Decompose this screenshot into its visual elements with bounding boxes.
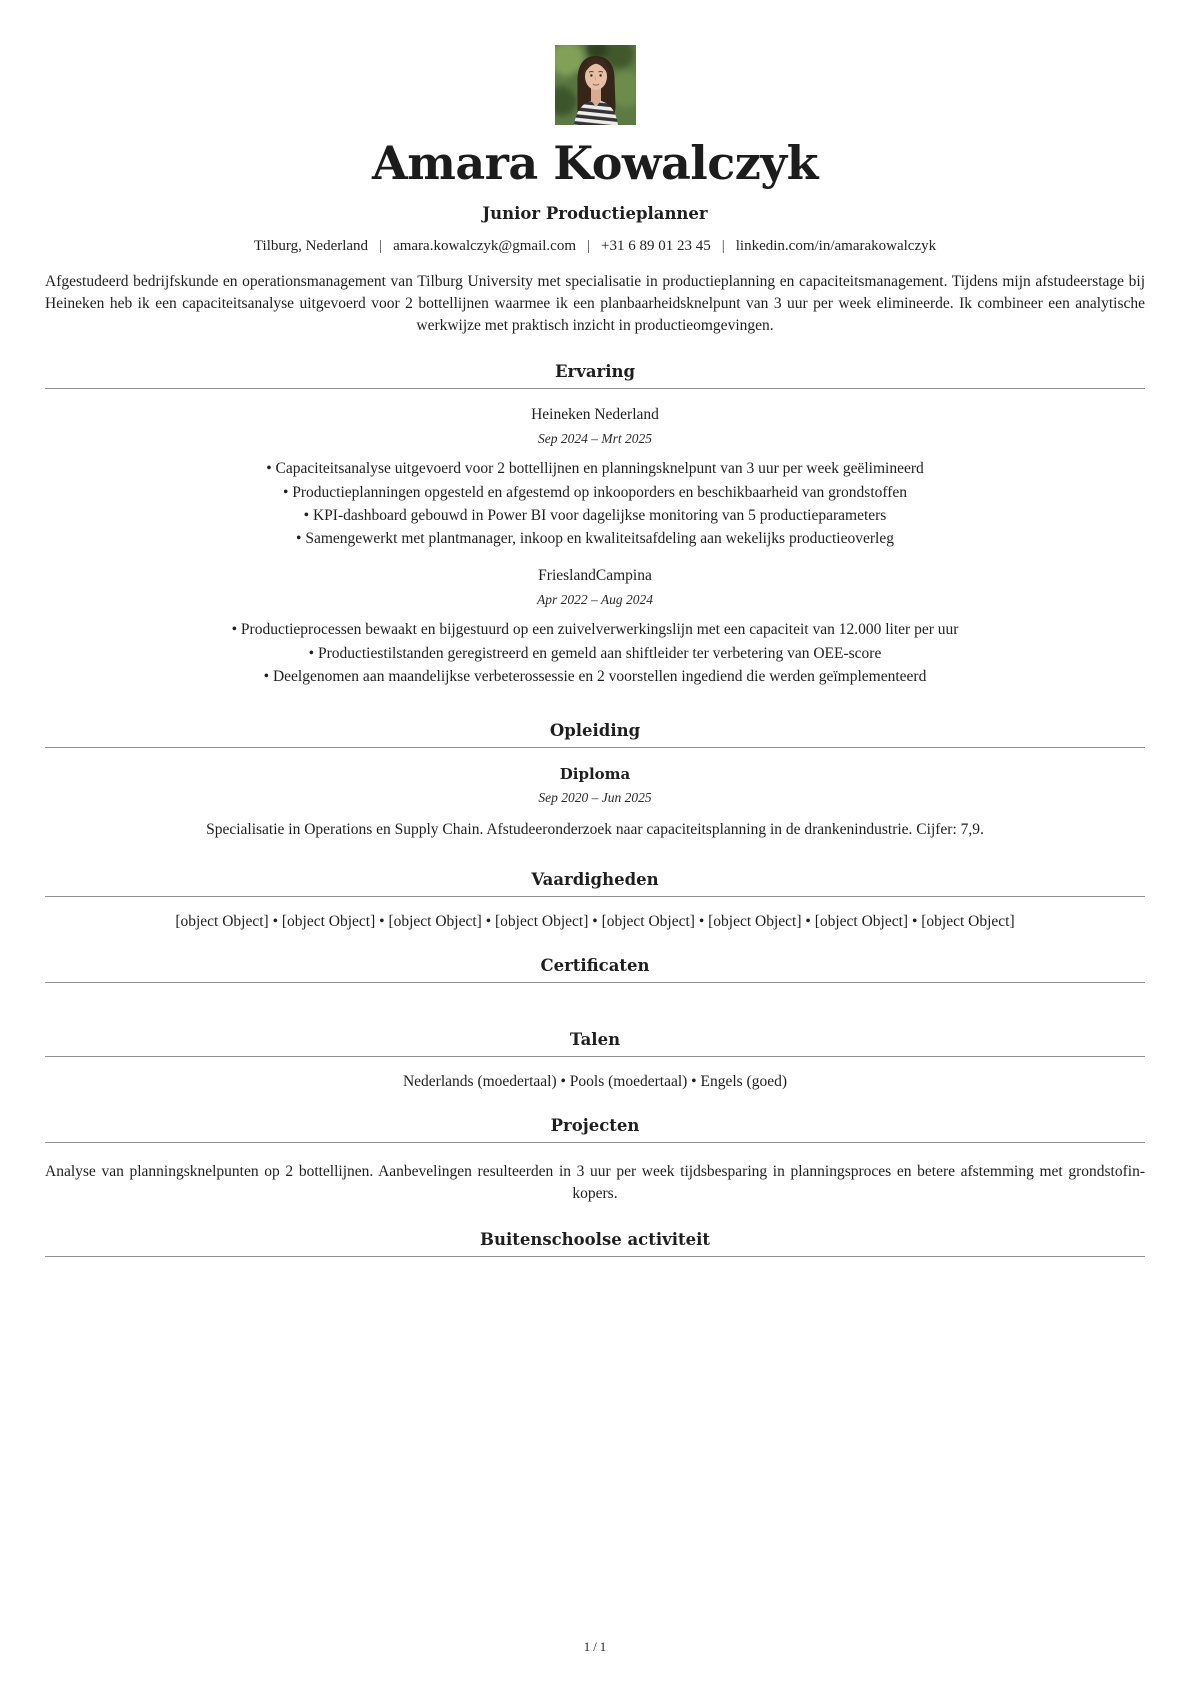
empty-section-gap bbox=[45, 983, 1145, 1005]
experience-entry-heineken bbox=[45, 406, 1145, 550]
section-ervaring bbox=[45, 362, 1145, 688]
section-divider bbox=[45, 1056, 1145, 1057]
project-description: Analyse van planningsknelpunten op 2 bottellijnen. Aanbevelingen resulteerden in 3 uur per week tijdsbesparing in planningsproces en betere afstemming met grondstofinkopers. bbox=[45, 1162, 1145, 1202]
job-title: Junior Productieplanner bbox=[482, 204, 708, 224]
experience-bullet: • Productiestilstanden geregistreerd en gemeld aan shiftleider ter verbetering van OEE-score bbox=[45, 642, 1145, 665]
section-divider bbox=[45, 1256, 1145, 1257]
experience-bullets bbox=[45, 457, 1145, 550]
section-divider bbox=[45, 1142, 1145, 1143]
employment-period: Apr 2022 – Aug 2024 bbox=[536, 592, 653, 608]
section-talen bbox=[45, 1030, 1145, 1091]
company-name: Heineken Nederland bbox=[531, 406, 659, 424]
company-name: FrieslandCampina bbox=[538, 567, 652, 585]
section-heading-buitenschools: Buitenschoolse activiteit bbox=[480, 1229, 710, 1249]
section-heading-ervaring: Ervaring bbox=[554, 362, 636, 382]
section-heading-talen: Talen bbox=[569, 1029, 621, 1049]
profile-photo bbox=[555, 45, 636, 125]
degree-title: Diploma bbox=[559, 765, 631, 784]
contact-phone: +31 6 89 01 23 45 bbox=[601, 238, 711, 255]
experience-entry-frieslandcampina bbox=[45, 567, 1145, 688]
experience-bullet: • Productieplanningen opgesteld en afgestemd op inkooporders en beschikbaarheid van grondstoffen bbox=[45, 481, 1145, 504]
contact-separator: | bbox=[721, 238, 725, 255]
section-heading-opleiding: Opleiding bbox=[549, 721, 641, 741]
contact-linkedin: linkedin.com/in/amarakowalczyk bbox=[735, 238, 937, 255]
summary-paragraph: Afgestudeerd bedrijfskunde en operationsmanagement van Tilburg University met specialisatie in productieplanning en capaciteitsmanagement. Tijdens mijn afstudeerstage bij Heineken heb ik een capaciteitsanalyse uitgevoerd voor 2 bottellijnen waarmee ik een planbaarheidsknelpunt van 3 uur per week elimineerde. Ik combineer een analytische werkwijze met praktisch inzicht in productieomgevingen. bbox=[45, 273, 1145, 335]
experience-bullet: • Productieprocessen bewaakt en bijgestuurd op een zuivelverwerkingslijn met een capaciteit van 12.000 liter per uur bbox=[45, 618, 1145, 641]
experience-bullets bbox=[45, 618, 1145, 688]
section-heading-certificaten: Certificaten bbox=[540, 955, 650, 975]
contact-line bbox=[45, 238, 1145, 255]
section-buitenschools bbox=[45, 1230, 1145, 1257]
employment-period: Sep 2024 – Mrt 2025 bbox=[538, 431, 652, 447]
section-divider bbox=[45, 896, 1145, 897]
candidate-name: Amara Kowalczyk bbox=[372, 136, 818, 190]
skills-list: [object Object] • [object Object] • [object Object] • [object Object] • [object Object] • [object Object] • [object Object] • [object Object] bbox=[175, 912, 1015, 930]
education-period: Sep 2020 – Jun 2025 bbox=[538, 790, 652, 806]
section-heading-projecten: Projecten bbox=[550, 1115, 640, 1135]
contact-email: amara.kowalczyk@gmail.com bbox=[393, 238, 576, 255]
education-entry bbox=[45, 765, 1145, 841]
section-certificaten bbox=[45, 956, 1145, 1005]
section-projecten bbox=[45, 1116, 1145, 1205]
education-description: Specialisatie in Operations en Supply Chain. Afstudeeronderzoek naar capaciteitsplanning in de drankenindustrie. Cijfer: 7,9. bbox=[206, 821, 984, 839]
experience-bullet: • Capaciteitsanalyse uitgevoerd voor 2 bottellijnen en planningsknelpunt van 3 uur per week geëlimineerd bbox=[45, 457, 1145, 480]
contact-separator: | bbox=[587, 238, 591, 255]
contact-separator: | bbox=[379, 238, 383, 255]
experience-bullet: • Samengewerkt met plantmanager, inkoop en kwaliteitsafdeling aan wekelijks productieoverleg bbox=[45, 527, 1145, 550]
experience-bullet: • KPI-dashboard gebouwd in Power BI voor dagelijkse monitoring van 5 productieparameters bbox=[45, 504, 1145, 527]
section-vaardigheden bbox=[45, 870, 1145, 931]
section-divider bbox=[45, 388, 1145, 389]
contact-location: Tilburg, Nederland bbox=[253, 238, 369, 255]
experience-bullet: • Deelgenomen aan maandelijkse verbeterossessie en 2 voorstellen ingediend die werden geïmplementeerd bbox=[45, 665, 1145, 688]
section-divider bbox=[45, 747, 1145, 748]
languages-list: Nederlands (moedertaal) • Pools (moedertaal) • Engels (goed) bbox=[402, 1072, 787, 1090]
page-number: 1 / 1 bbox=[583, 1640, 607, 1654]
section-opleiding bbox=[45, 721, 1145, 841]
section-heading-vaardigheden: Vaardigheden bbox=[531, 869, 659, 889]
